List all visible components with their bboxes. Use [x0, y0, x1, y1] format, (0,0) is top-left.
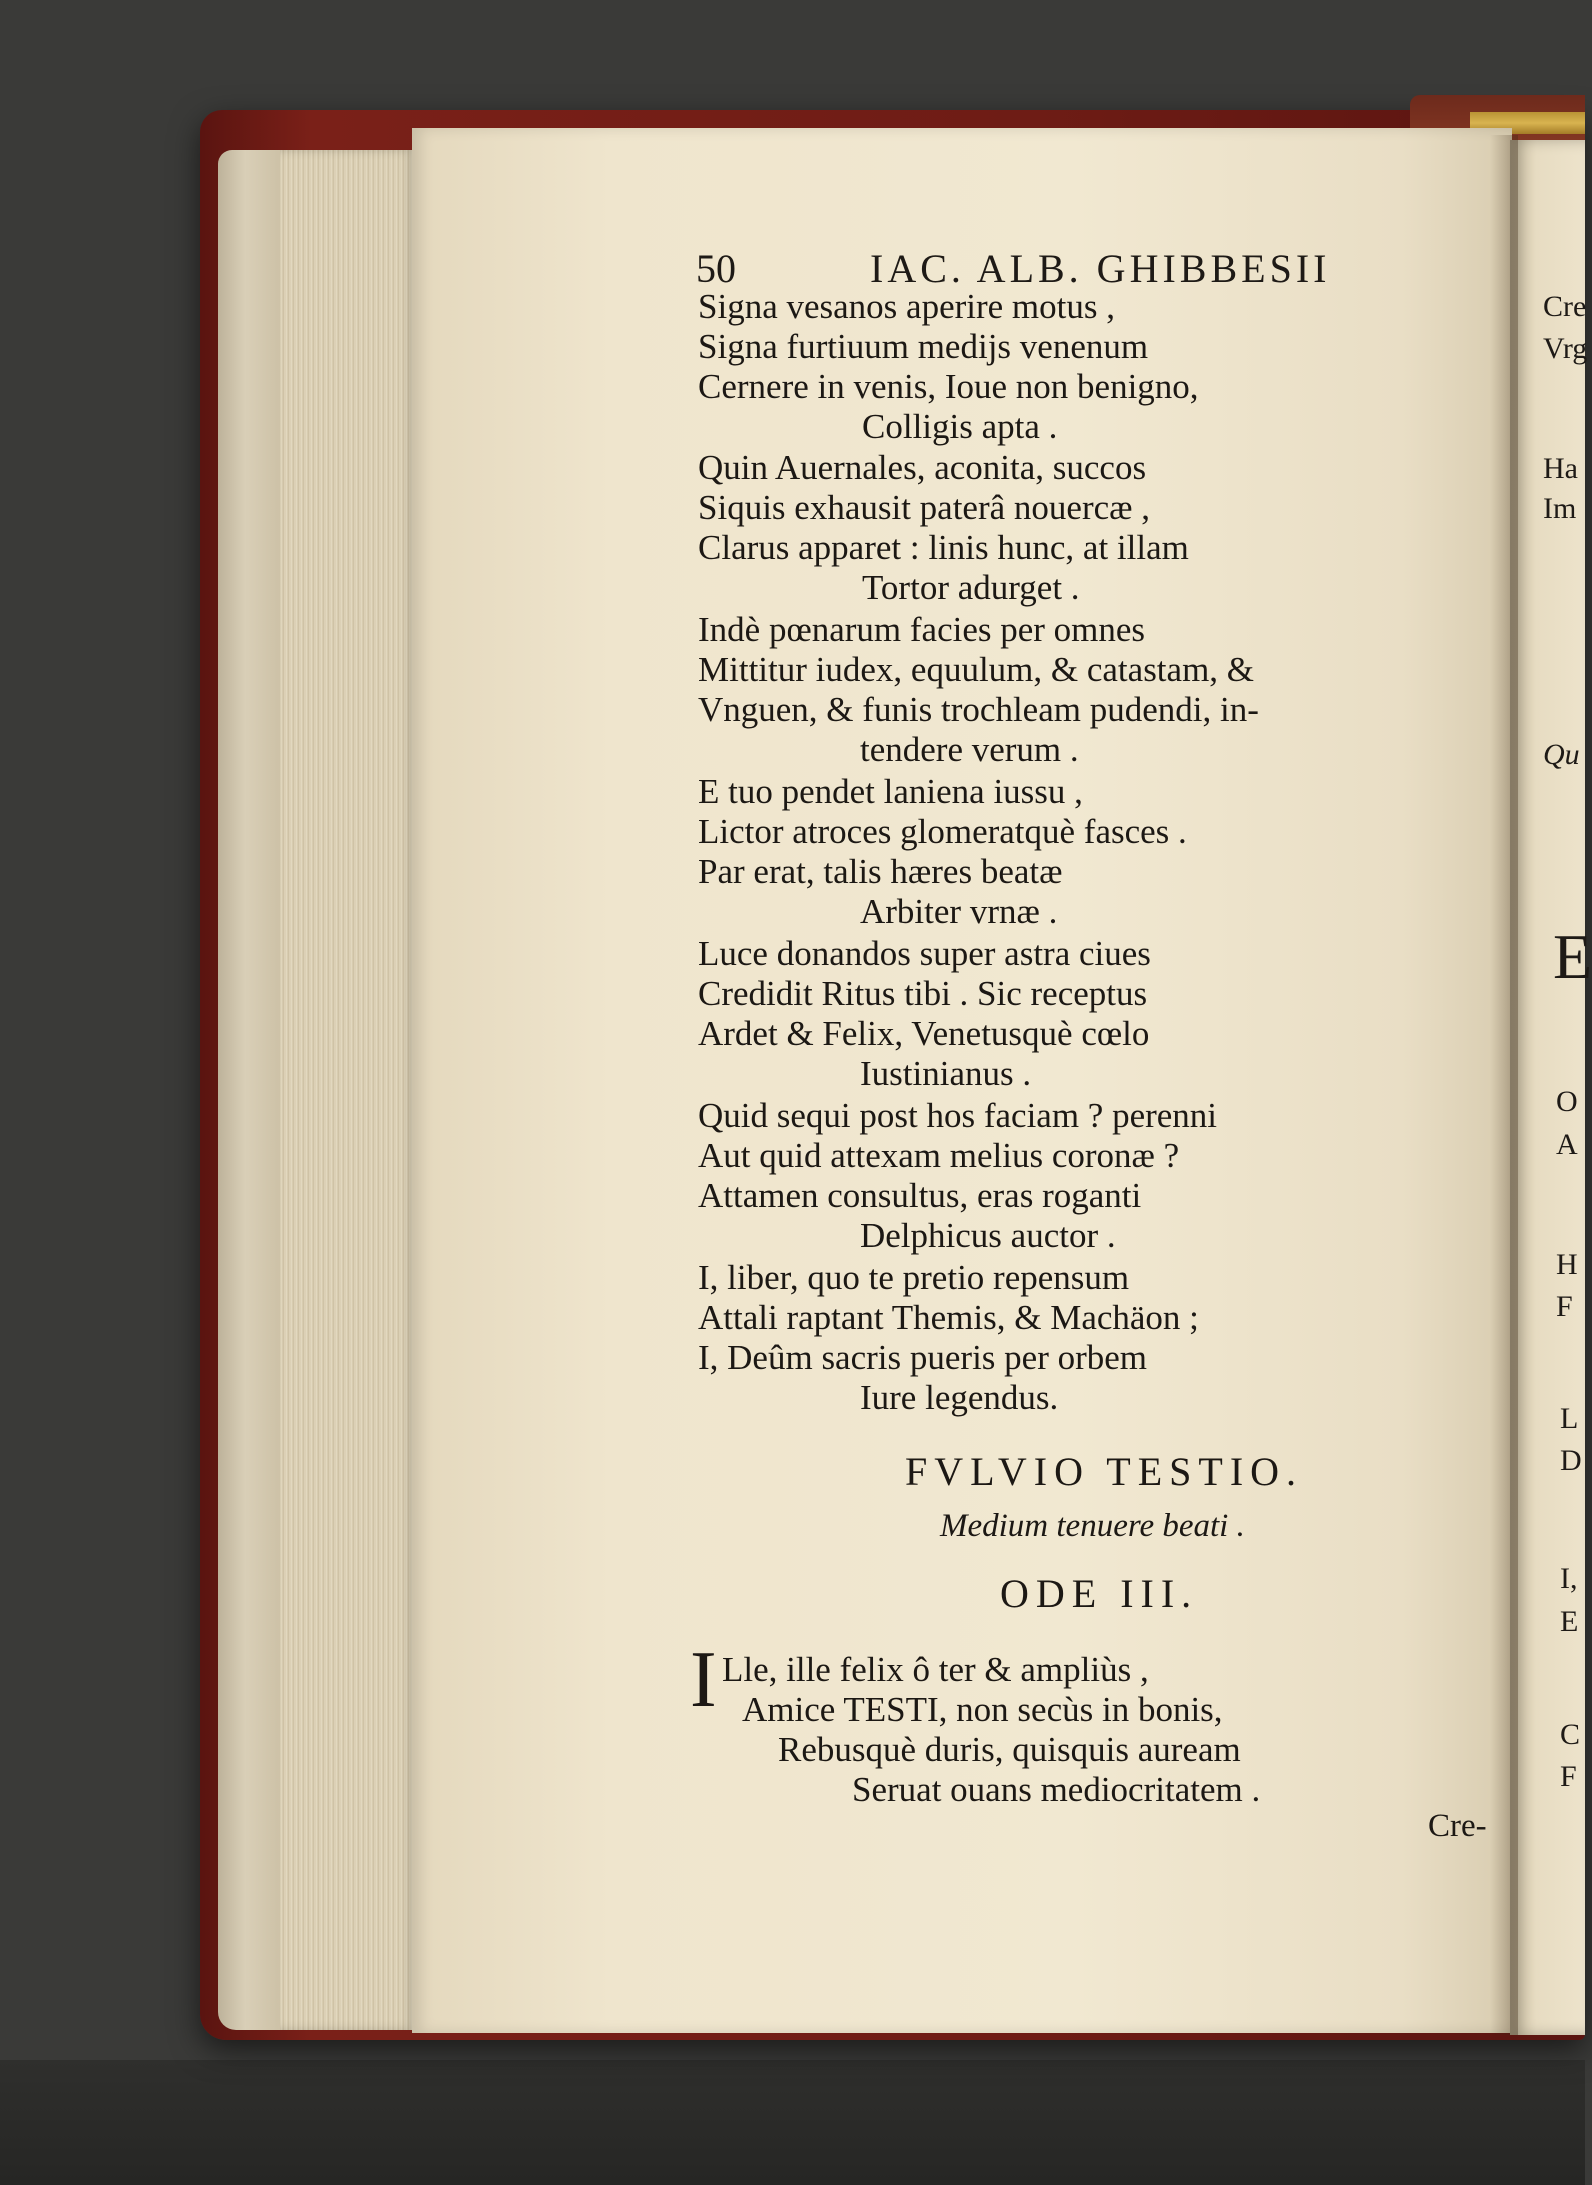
facing-fragment: Qu: [1543, 738, 1580, 771]
facing-fragment: E: [1560, 1605, 1579, 1638]
verse-line: Iure legendus.: [860, 1378, 1059, 1417]
facing-fragment: Cre: [1543, 290, 1587, 323]
verse-line: Iustinianus .: [860, 1054, 1032, 1093]
verse-line: Tortor adurget .: [862, 568, 1080, 607]
facing-fragment: F: [1556, 1290, 1573, 1323]
verse-line: Luce donandos super astra ciues: [698, 934, 1151, 973]
facing-fragment: Vrg: [1543, 332, 1588, 365]
verse-line: Signa furtiuum medijs venenum: [698, 327, 1149, 366]
verse-line: Colligis apta .: [862, 407, 1058, 446]
verse-line: Delphicus auctor .: [860, 1216, 1116, 1255]
facing-fragment: I,: [1560, 1562, 1578, 1595]
poem-motto: Medium tenuere beati .: [940, 1508, 1245, 1544]
verse-line: Clarus apparet : linis hunc, at illam: [698, 528, 1189, 567]
verse-line: Par erat, talis hæres beatæ: [698, 852, 1063, 891]
verse-line: Vnguen, & funis trochleam pudendi, in-: [698, 690, 1259, 729]
page-number: 50: [696, 246, 736, 291]
facing-fragment: A: [1556, 1128, 1578, 1161]
drop-cap: I: [690, 1636, 717, 1724]
page-edges: [280, 150, 415, 2030]
verse-line: Attamen consultus, eras roganti: [698, 1176, 1142, 1215]
facing-fragment: O: [1556, 1085, 1578, 1118]
poem-title: FVLVIO TESTIO.: [905, 1449, 1304, 1494]
facing-fragment: D: [1560, 1444, 1582, 1477]
verse-line: Signa vesanos aperire motus ,: [698, 287, 1115, 326]
backdrop: [0, 2060, 1585, 2185]
facing-fragment: Im: [1543, 492, 1577, 525]
inner-board: [218, 150, 286, 2030]
verse-line: Attali raptant Themis, & Machäon ;: [698, 1298, 1199, 1337]
verse-line: I, liber, quo te pretio repensum: [698, 1258, 1130, 1297]
facing-fragment: C: [1560, 1718, 1581, 1751]
ode-number: ODE III.: [1000, 1571, 1199, 1616]
facing-fragment: L: [1560, 1402, 1579, 1435]
verse-line: Cernere in venis, Ioue non benigno,: [698, 367, 1199, 406]
gutter-shadow: [1490, 135, 1518, 2035]
verse-line: Credidit Ritus tibi . Sic receptus: [698, 974, 1148, 1013]
verse-line: Ardet & Felix, Venetusquè cœlo: [698, 1014, 1150, 1053]
verse-line: Mittitur iudex, equulum, & catastam, &: [698, 650, 1255, 689]
verse-line: Aut quid attexam melius coronæ ?: [698, 1136, 1180, 1175]
verse-line: Lle, ille felix ô ter & ampliùs ,: [722, 1650, 1149, 1689]
facing-fragment: E: [1553, 921, 1592, 992]
verse-line: tendere verum .: [860, 730, 1079, 769]
catchword: Cre-: [1428, 1808, 1487, 1844]
verse-line: Quid sequi post hos faciam ? perenni: [698, 1096, 1218, 1135]
facing-fragment: F: [1560, 1760, 1577, 1793]
verse-line: E tuo pendet laniena iussu ,: [698, 772, 1083, 811]
verse-line: I, Deûm sacris pueris per orbem: [698, 1338, 1148, 1377]
verse-line: Rebusquè duris, quisquis auream: [778, 1730, 1241, 1769]
verse-line: Lictor atroces glomeratquè fasces .: [698, 812, 1187, 851]
facing-fragment: Ha: [1543, 452, 1578, 485]
verse-line: Siquis exhausit paterâ nouercæ ,: [698, 488, 1150, 527]
verse-line: Seruat ouans mediocritatem .: [852, 1770, 1261, 1809]
verse-line: Amice TESTI, non secùs in bonis,: [742, 1690, 1223, 1729]
verse-line: Arbiter vrnæ .: [860, 892, 1058, 931]
verse-line: Quin Auernales, aconita, succos: [698, 448, 1147, 487]
facing-fragment: H: [1556, 1248, 1578, 1281]
verse-line: Indè pœnarum facies per omnes: [698, 610, 1146, 649]
running-head: IAC. ALB. GHIBBESII: [870, 246, 1331, 291]
